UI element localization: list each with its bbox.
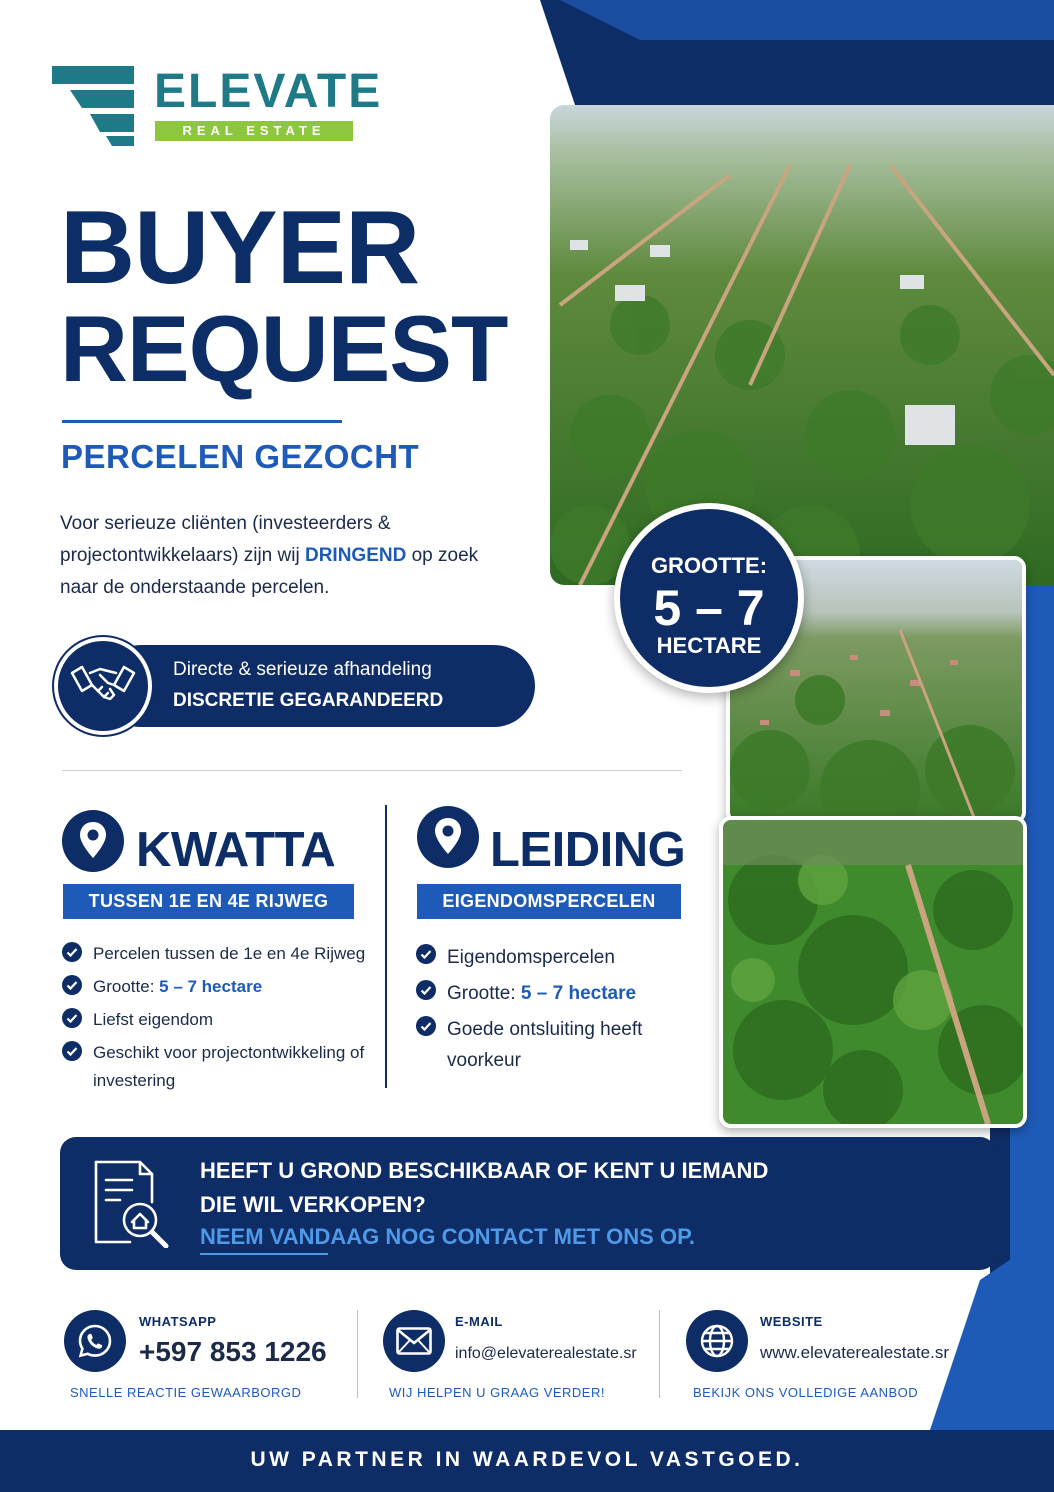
cta-underline (200, 1253, 328, 1255)
check-icon (62, 942, 82, 962)
email-address[interactable]: info@elevaterealestate.sr (455, 1345, 637, 1362)
headline-line-2: REQUEST (60, 296, 508, 401)
cta-line-2: DIE WIL VERKOPEN? (200, 1192, 426, 1217)
list-item-highlight: 5 – 7 hectare (520, 983, 637, 1004)
list-item-text: Liefst eigendom (93, 1010, 214, 1029)
list-item-text: Grootte: (93, 977, 160, 996)
handshake-icon (70, 659, 136, 713)
assurance-line-2: DISCRETIE GEGARANDEERD (173, 690, 444, 711)
list-item-highlight: 5 – 7 hectare (159, 977, 263, 996)
aerial-photo-main (550, 105, 1054, 585)
headline-underline (62, 420, 342, 423)
list-item (416, 978, 656, 1009)
check-icon (416, 980, 436, 1000)
list-item-text: Eigendomspercelen (447, 947, 615, 968)
email-contact-circle[interactable] (383, 1310, 445, 1372)
aerial-photo-bottom (719, 816, 1027, 1128)
list-item-text: Grootte: (447, 983, 521, 1004)
envelope-icon (396, 1327, 432, 1355)
intro-highlight: DRINGEND (304, 545, 407, 566)
logo-mark-icon (52, 66, 134, 148)
brand-name: ELEVATE (154, 65, 383, 118)
cta-line-1: HEEFT U GROND BESCHIKBAAR OF KENT U IEMAND (200, 1158, 769, 1183)
contact-separator (357, 1310, 358, 1398)
location-leiding-tag: EIGENDOMSPERCELEN (417, 884, 681, 919)
intro-text-part-2: op zoek naar de onderstaande percelen. (60, 545, 479, 598)
whatsapp-subtext: SNELLE REACTIE GEWAARBORGD (70, 1385, 302, 1400)
website-subtext: BEKIJK ONS VOLLEDIGE AANBOD (693, 1385, 919, 1400)
cta-line-3: NEEM VANDAAG NOG CONTACT MET ONS OP. (200, 1224, 696, 1249)
list-item-text: Percelen tussen de 1e en 4e Rijweg (93, 944, 366, 963)
assurance-line-1: Directe & serieuze afhandeling (173, 659, 432, 680)
check-icon (416, 1016, 436, 1036)
intro-text (60, 508, 500, 604)
whatsapp-label: WHATSAPP (139, 1314, 217, 1329)
check-icon (62, 1041, 82, 1061)
whatsapp-number[interactable]: +597 853 1226 (139, 1336, 327, 1367)
check-icon (416, 944, 436, 964)
brand-logo (52, 66, 422, 148)
email-label: E-MAIL (455, 1314, 503, 1329)
whatsapp-icon (77, 1323, 113, 1359)
size-badge-unit: HECTARE (656, 633, 762, 658)
list-item (62, 1039, 377, 1095)
whatsapp-contact-circle[interactable] (64, 1310, 126, 1372)
list-item-text: Geschikt voor projectontwikkeling of investering (93, 1043, 365, 1090)
brand-tagline: REAL ESTATE (155, 121, 353, 141)
website-contact-circle[interactable] (686, 1310, 748, 1372)
assurance-pill (100, 645, 535, 727)
intro-text-part-1: Voor serieuze cliënten (investeerders & projectontwikkelaars) zijn wij (60, 513, 391, 566)
list-item (416, 942, 656, 973)
location-leiding-list (416, 942, 656, 1076)
check-icon (62, 1008, 82, 1028)
list-item (62, 1006, 377, 1034)
location-pin-icon (62, 810, 124, 872)
contact-separator (659, 1310, 660, 1398)
footer-slogan: UW PARTNER IN WAARDEVOL VASTGOED. (250, 1448, 804, 1471)
check-icon (62, 975, 82, 995)
website-label: WEBSITE (760, 1314, 823, 1329)
column-divider (385, 805, 387, 1088)
assurance-icon-circle (54, 637, 152, 735)
list-item-text: Goede ontsluiting heeft voorkeur (447, 1019, 643, 1071)
location-kwatta-tag: TUSSEN 1E EN 4E RIJWEG (63, 884, 354, 919)
location-pin-icon (417, 806, 479, 868)
list-item (62, 940, 377, 968)
size-badge-value: 5 – 7 (653, 580, 765, 636)
size-badge (614, 503, 804, 693)
location-leiding-title: LEIDING (490, 823, 686, 877)
size-badge-label: GROOTTE: (650, 553, 768, 578)
page-subtitle: PERCELEN GEZOCHT (61, 438, 420, 475)
section-divider (62, 770, 682, 771)
location-kwatta-title: KWATTA (136, 823, 336, 877)
email-subtext: WIJ HELPEN U GRAAG VERDER! (389, 1385, 605, 1400)
website-url[interactable]: www.elevaterealestate.sr (760, 1343, 949, 1362)
location-kwatta-list (62, 940, 377, 1095)
globe-icon (699, 1323, 735, 1359)
document-search-icon (92, 1158, 176, 1248)
headline-line-1: BUYER (60, 190, 420, 306)
list-item (416, 1014, 656, 1076)
list-item (62, 973, 377, 1001)
